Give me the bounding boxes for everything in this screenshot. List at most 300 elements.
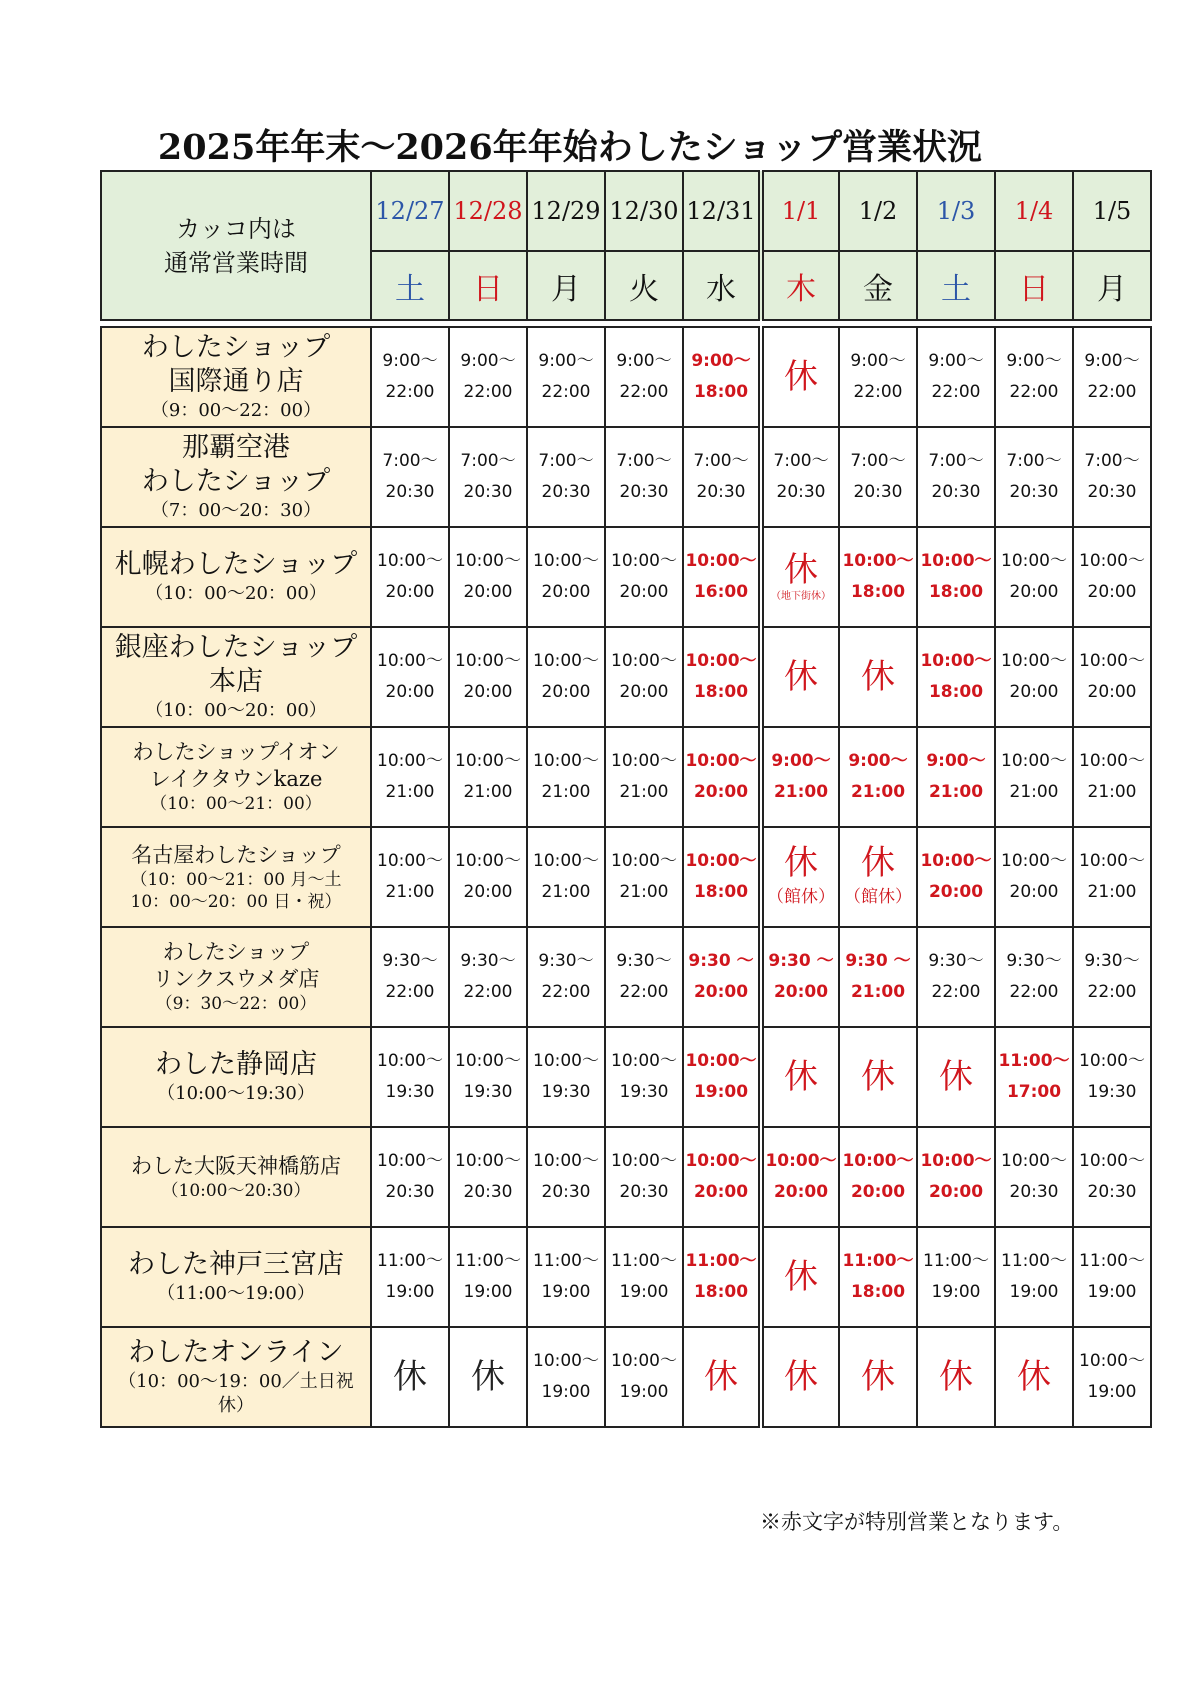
hours-line: 20:30	[853, 482, 903, 502]
hours-line: 22:00	[853, 382, 903, 402]
hours-cell	[1073, 1027, 1151, 1127]
closed-mark: 休	[784, 843, 818, 883]
hours-line: 10:00～	[377, 1051, 443, 1071]
shop-name-cell	[101, 327, 371, 427]
hours-line: 19:00	[463, 1282, 513, 1302]
hours-line: 10:00～	[1001, 1151, 1067, 1171]
hours-cell	[761, 1127, 839, 1227]
hours-cell	[605, 527, 683, 627]
hours-line: 9:30～	[460, 951, 516, 971]
footnote: ※赤文字が特別営業となります。	[760, 1510, 1074, 1534]
hours-line: 20:00	[693, 982, 749, 1002]
hours-cell	[683, 527, 761, 627]
hours-line: 10:00～	[920, 851, 992, 871]
hours-cell	[605, 1027, 683, 1127]
shop-name-cell	[101, 1127, 371, 1227]
hours-cell	[449, 627, 527, 727]
hours-line: 9:30～	[616, 951, 672, 971]
hours-cell	[761, 927, 839, 1027]
date-header-cell: 12/28	[449, 171, 527, 251]
hours-cell	[371, 1127, 449, 1227]
hours-line: 20:00	[850, 1182, 906, 1202]
hours-line: 20:00	[1087, 682, 1137, 702]
hours-line: 19:00	[693, 1082, 749, 1102]
shop-regular-hours: （10：00～20：00）	[145, 583, 327, 604]
hours-cell	[917, 1027, 995, 1127]
hours-cell	[683, 427, 761, 527]
hours-line: 10:00～	[1079, 1151, 1145, 1171]
hours-line: 9:30～	[538, 951, 594, 971]
shop-name-cell	[101, 1027, 371, 1127]
hours-cell	[449, 1127, 527, 1227]
shop-row	[101, 1027, 1151, 1127]
shop-regular-hours: （10：00～21：00）	[150, 794, 322, 814]
shop-row	[101, 627, 1151, 727]
hours-line: 11:00～	[998, 1051, 1070, 1071]
hours-line: 20:00	[773, 982, 829, 1002]
hours-cell	[683, 1327, 761, 1427]
shop-name-cell	[101, 727, 371, 827]
shop-name-cell	[101, 1227, 371, 1327]
shop-regular-hours: （10:00～20:30）	[161, 1180, 311, 1201]
day-header-cell: 水	[683, 251, 761, 320]
hours-cell	[683, 927, 761, 1027]
hours-line: 7:00～	[460, 451, 516, 471]
hours-line: 10:00～	[685, 851, 757, 871]
hours-line: 22:00	[931, 982, 981, 1002]
hours-cell	[449, 1027, 527, 1127]
hours-line: 18:00	[928, 582, 984, 602]
hours-line: 20:00	[541, 682, 591, 702]
gap-cell	[1073, 320, 1151, 327]
date-header-cell: 1/2	[839, 171, 917, 251]
shop-name-line: 本店	[209, 666, 263, 697]
hours-line: 20:00	[1009, 682, 1059, 702]
hours-cell	[371, 327, 449, 427]
hours-cell	[449, 1227, 527, 1327]
shop-row	[101, 427, 1151, 527]
date-header-cell: 1/5	[1073, 171, 1151, 251]
hours-line: 20:00	[928, 882, 984, 902]
hours-line: 22:00	[1087, 982, 1137, 1002]
hours-cell	[371, 827, 449, 927]
hours-line: 9:00～	[1006, 351, 1062, 371]
hours-line: 16:00	[693, 582, 749, 602]
hours-line: 19:30	[541, 1082, 591, 1102]
shop-name-line: 名古屋わしたショップ	[131, 842, 341, 867]
hours-line: 21:00	[541, 882, 591, 902]
hours-cell	[917, 827, 995, 927]
hours-line: 18:00	[693, 682, 749, 702]
hours-line: 10:00～	[611, 1351, 677, 1371]
hours-line: 10:00～	[533, 651, 599, 671]
shop-row	[101, 1227, 1151, 1327]
hours-cell	[839, 1027, 917, 1127]
hours-cell	[1073, 1327, 1151, 1427]
hours-line: 17:00	[1006, 1082, 1062, 1102]
hours-cell	[527, 1127, 605, 1227]
hours-line: 20:30	[776, 482, 826, 502]
hours-line: 10:00～	[842, 1151, 914, 1171]
hours-line: 10:00～	[455, 551, 521, 571]
hours-line: 10:00～	[611, 1151, 677, 1171]
hours-line: 11:00～	[1001, 1251, 1067, 1271]
hours-line: 22:00	[541, 982, 591, 1002]
hours-cell	[761, 1327, 839, 1427]
hours-line: 10:00～	[1079, 651, 1145, 671]
hours-cell	[527, 1227, 605, 1327]
hours-cell	[917, 1227, 995, 1327]
hours-cell	[1073, 627, 1151, 727]
hours-line: 22:00	[541, 382, 591, 402]
page-title: 2025年年末～2026年年始わしたショップ営業状況	[157, 127, 983, 168]
closed-mark: 休	[471, 1357, 505, 1397]
hours-cell	[761, 727, 839, 827]
hours-cell	[839, 327, 917, 427]
shop-regular-hours: （10：00～19：00／土日祝	[118, 1371, 354, 1392]
hours-line: 10:00～	[611, 651, 677, 671]
hours-cell	[839, 927, 917, 1027]
hours-line: 20:30	[541, 1182, 591, 1202]
closed-mark: 休	[939, 1057, 973, 1097]
closed-mark: 休	[393, 1357, 427, 1397]
hours-line: 7:00～	[616, 451, 672, 471]
hours-line: 20:30	[619, 1182, 669, 1202]
schedule-table	[100, 170, 1152, 1428]
hours-cell	[1073, 1127, 1151, 1227]
gap-cell	[527, 320, 605, 327]
hours-line: 21:00	[1087, 782, 1137, 802]
hours-line: 11:00～	[533, 1251, 599, 1271]
hours-cell	[995, 727, 1073, 827]
hours-line: 10:00～	[685, 751, 757, 771]
closed-mark: 休	[939, 1357, 973, 1397]
closed-mark: 休	[1017, 1357, 1051, 1397]
date-header-cell: 1/4	[995, 171, 1073, 251]
hours-cell	[995, 1227, 1073, 1327]
hours-line: 19:00	[931, 1282, 981, 1302]
hours-cell	[449, 1327, 527, 1427]
shop-row	[101, 927, 1151, 1027]
hours-line: 20:00	[928, 1182, 984, 1202]
hours-cell	[683, 627, 761, 727]
hours-line: 10:00～	[455, 651, 521, 671]
hours-line: 18:00	[693, 882, 749, 902]
shop-name-line: 銀座わしたショップ	[114, 632, 358, 663]
day-header-cell: 火	[605, 251, 683, 320]
shop-name-line: わしたショップ	[141, 466, 331, 497]
hours-line: 19:00	[385, 1282, 435, 1302]
hours-line: 9:30～	[382, 951, 438, 971]
hours-line: 21:00	[619, 782, 669, 802]
hours-line: 10:00～	[533, 851, 599, 871]
hours-line: 10:00～	[1001, 551, 1067, 571]
hours-line: 11:00～	[685, 1251, 757, 1271]
date-header-cell: 12/30	[605, 171, 683, 251]
shop-name-cell	[101, 527, 371, 627]
shop-regular-hours: （11:00～19:00）	[157, 1283, 315, 1304]
hours-cell	[839, 1127, 917, 1227]
hours-line: 9:30 ～	[768, 951, 834, 971]
hours-line: 9:30～	[1084, 951, 1140, 971]
corner-line: 通常営業時間	[164, 248, 308, 277]
closed-mark: 休	[784, 1257, 818, 1297]
closed-mark: 休	[704, 1357, 738, 1397]
hours-line: 22:00	[463, 982, 513, 1002]
hours-line: 10:00～	[533, 551, 599, 571]
hours-cell	[527, 927, 605, 1027]
shop-regular-hours: （9：30～22：00）	[155, 994, 317, 1014]
hours-line: 19:00	[619, 1282, 669, 1302]
shop-regular-hours: （10：00～20：00）	[145, 700, 327, 721]
shop-name-cell	[101, 827, 371, 927]
shop-regular-hours: 10：00～20：00 日・祝）	[130, 891, 342, 912]
hours-cell	[605, 627, 683, 727]
hours-cell	[1073, 1227, 1151, 1327]
closed-mark: 休	[784, 657, 818, 697]
hours-line: 20:00	[1009, 582, 1059, 602]
hours-line: 10:00～	[920, 1151, 992, 1171]
hours-cell	[605, 727, 683, 827]
hours-cell	[1073, 527, 1151, 627]
hours-cell	[995, 1327, 1073, 1427]
hours-line: 10:00～	[455, 1051, 521, 1071]
hours-cell	[605, 1227, 683, 1327]
hours-line: 21:00	[1009, 782, 1059, 802]
hours-cell	[371, 727, 449, 827]
closed-note: （館休）	[844, 887, 912, 907]
hours-cell	[917, 1327, 995, 1427]
hours-line: 21:00	[850, 782, 906, 802]
hours-line: 10:00～	[377, 751, 443, 771]
hours-line: 10:00～	[920, 551, 992, 571]
hours-line: 20:30	[1009, 1182, 1059, 1202]
hours-cell	[995, 527, 1073, 627]
shop-regular-hours: （10：00～21：00 月～土	[130, 869, 342, 890]
hours-line: 9:00～	[848, 751, 908, 771]
hours-cell	[371, 1027, 449, 1127]
hours-line: 9:00～	[1084, 351, 1140, 371]
hours-cell	[605, 927, 683, 1027]
hours-line: 19:00	[619, 1382, 669, 1402]
hours-line: 20:00	[773, 1182, 829, 1202]
hours-line: 20:30	[541, 482, 591, 502]
hours-line: 10:00～	[1079, 1351, 1145, 1371]
hours-cell	[839, 1227, 917, 1327]
hours-line: 9:30 ～	[688, 951, 754, 971]
hours-cell	[761, 427, 839, 527]
gap-cell	[605, 320, 683, 327]
hours-cell	[449, 327, 527, 427]
hours-line: 7:00～	[928, 451, 984, 471]
hours-cell	[839, 827, 917, 927]
shop-name-line: 札幌わしたショップ	[114, 549, 358, 580]
hours-line: 21:00	[385, 882, 435, 902]
hours-line: 7:00～	[773, 451, 829, 471]
hours-line: 10:00～	[842, 551, 914, 571]
gap-cell	[683, 320, 761, 327]
hours-cell	[917, 1127, 995, 1227]
hours-line: 10:00～	[455, 1151, 521, 1171]
hours-line: 20:30	[931, 482, 981, 502]
hours-line: 9:00～	[460, 351, 516, 371]
hours-cell	[527, 827, 605, 927]
hours-line: 10:00～	[533, 1051, 599, 1071]
hours-cell	[917, 427, 995, 527]
hours-cell	[761, 527, 839, 627]
hours-cell	[995, 627, 1073, 727]
hours-line: 9:00～	[691, 351, 751, 371]
hours-cell	[371, 627, 449, 727]
shop-name-line: 那覇空港	[182, 432, 290, 463]
hours-cell	[371, 427, 449, 527]
date-header-cell: 12/31	[683, 171, 761, 251]
closed-note: （地下街休）	[771, 591, 831, 602]
hours-line: 9:30 ～	[845, 951, 911, 971]
hours-line: 9:00～	[538, 351, 594, 371]
shop-name-cell	[101, 627, 371, 727]
hours-line: 9:00～	[850, 351, 906, 371]
hours-cell	[839, 1327, 917, 1427]
hours-cell	[527, 427, 605, 527]
hours-cell	[449, 427, 527, 527]
hours-line: 10:00～	[611, 1051, 677, 1071]
hours-cell	[371, 527, 449, 627]
hours-line: 9:00～	[926, 751, 986, 771]
hours-line: 20:00	[385, 682, 435, 702]
hours-line: 19:30	[463, 1082, 513, 1102]
closed-mark: 休	[861, 657, 895, 697]
gap-cell	[449, 320, 527, 327]
hours-cell	[761, 827, 839, 927]
hours-line: 20:00	[463, 682, 513, 702]
gap-cell	[761, 320, 839, 327]
hours-line: 9:30～	[1006, 951, 1062, 971]
hours-cell	[683, 327, 761, 427]
hours-line: 10:00～	[1079, 851, 1145, 871]
hours-cell	[683, 827, 761, 927]
shop-regular-hours: （10:00～19:30）	[157, 1083, 315, 1104]
hours-line: 22:00	[931, 382, 981, 402]
hours-line: 21:00	[928, 782, 984, 802]
hours-cell	[683, 1027, 761, 1127]
date-header-cell: 1/1	[761, 171, 839, 251]
hours-cell	[605, 327, 683, 427]
hours-line: 7:00～	[538, 451, 594, 471]
hours-line: 10:00～	[685, 1151, 757, 1171]
shop-row	[101, 527, 1151, 627]
hours-cell	[527, 327, 605, 427]
hours-line: 20:00	[1009, 882, 1059, 902]
hours-cell	[371, 1227, 449, 1327]
shop-name-line: わしたショップ	[141, 332, 331, 363]
closed-mark: 休	[784, 1357, 818, 1397]
hours-line: 11:00～	[842, 1251, 914, 1271]
hours-line: 10:00～	[920, 651, 992, 671]
hours-line: 20:30	[1087, 1182, 1137, 1202]
closed-mark: 休	[784, 550, 818, 590]
hours-line: 19:00	[541, 1282, 591, 1302]
gap-cell	[917, 320, 995, 327]
shop-name-line: わした神戸三宮店	[128, 1249, 344, 1280]
day-header-cell: 土	[917, 251, 995, 320]
hours-line: 18:00	[850, 1282, 906, 1302]
shop-row	[101, 727, 1151, 827]
shop-name-line: 国際通り店	[168, 366, 304, 397]
closed-mark: 休	[861, 843, 895, 883]
hours-cell	[527, 727, 605, 827]
hours-cell	[1073, 827, 1151, 927]
hours-line: 19:30	[385, 1082, 435, 1102]
hours-line: 20:00	[385, 582, 435, 602]
hours-cell	[605, 1127, 683, 1227]
hours-line: 10:00～	[377, 651, 443, 671]
hours-cell	[371, 927, 449, 1027]
hours-line: 20:00	[463, 882, 513, 902]
hours-line: 10:00～	[1079, 751, 1145, 771]
hours-line: 20:30	[696, 482, 746, 502]
hours-cell	[449, 727, 527, 827]
hours-line: 10:00～	[1079, 1051, 1145, 1071]
hours-cell	[917, 727, 995, 827]
date-header-cell: 12/27	[371, 171, 449, 251]
hours-line: 21:00	[463, 782, 513, 802]
hours-line: 10:00～	[1079, 551, 1145, 571]
shop-name-line: わしたショップ	[162, 940, 310, 964]
hours-line: 10:00～	[611, 551, 677, 571]
hours-line: 22:00	[385, 382, 435, 402]
hours-cell	[449, 827, 527, 927]
gap-cell	[839, 320, 917, 327]
hours-cell	[1073, 927, 1151, 1027]
shop-regular-hours: （9：00～22：00）	[150, 400, 322, 421]
hours-cell	[1073, 327, 1151, 427]
hours-line: 9:00～	[928, 351, 984, 371]
hours-line: 10:00～	[455, 851, 521, 871]
hours-line: 9:00～	[771, 751, 831, 771]
hours-line: 19:00	[541, 1382, 591, 1402]
hours-cell	[995, 827, 1073, 927]
hours-line: 10:00～	[377, 551, 443, 571]
shop-row	[101, 1127, 1151, 1227]
hours-cell	[917, 627, 995, 727]
hours-line: 20:30	[1009, 482, 1059, 502]
hours-line: 9:30～	[928, 951, 984, 971]
hours-line: 22:00	[1009, 382, 1059, 402]
hours-line: 18:00	[693, 382, 749, 402]
hours-line: 10:00～	[685, 1051, 757, 1071]
hours-line: 9:00～	[616, 351, 672, 371]
hours-line: 21:00	[850, 982, 906, 1002]
hours-line: 20:30	[463, 482, 513, 502]
corner-line: カッコ内は	[176, 214, 296, 243]
hours-line: 10:00～	[533, 1151, 599, 1171]
day-header-cell: 土	[371, 251, 449, 320]
shop-name-cell	[101, 927, 371, 1027]
gap-cell	[995, 320, 1073, 327]
hours-line: 10:00～	[533, 751, 599, 771]
shop-name-line: わした大阪天神橋筋店	[131, 1153, 341, 1178]
hours-line: 22:00	[385, 982, 435, 1002]
hours-line: 20:00	[541, 582, 591, 602]
day-header-cell: 木	[761, 251, 839, 320]
shop-row	[101, 827, 1151, 927]
hours-cell	[527, 627, 605, 727]
hours-cell	[995, 427, 1073, 527]
hours-line: 19:00	[1087, 1382, 1137, 1402]
hours-cell	[1073, 727, 1151, 827]
hours-line: 21:00	[773, 782, 829, 802]
